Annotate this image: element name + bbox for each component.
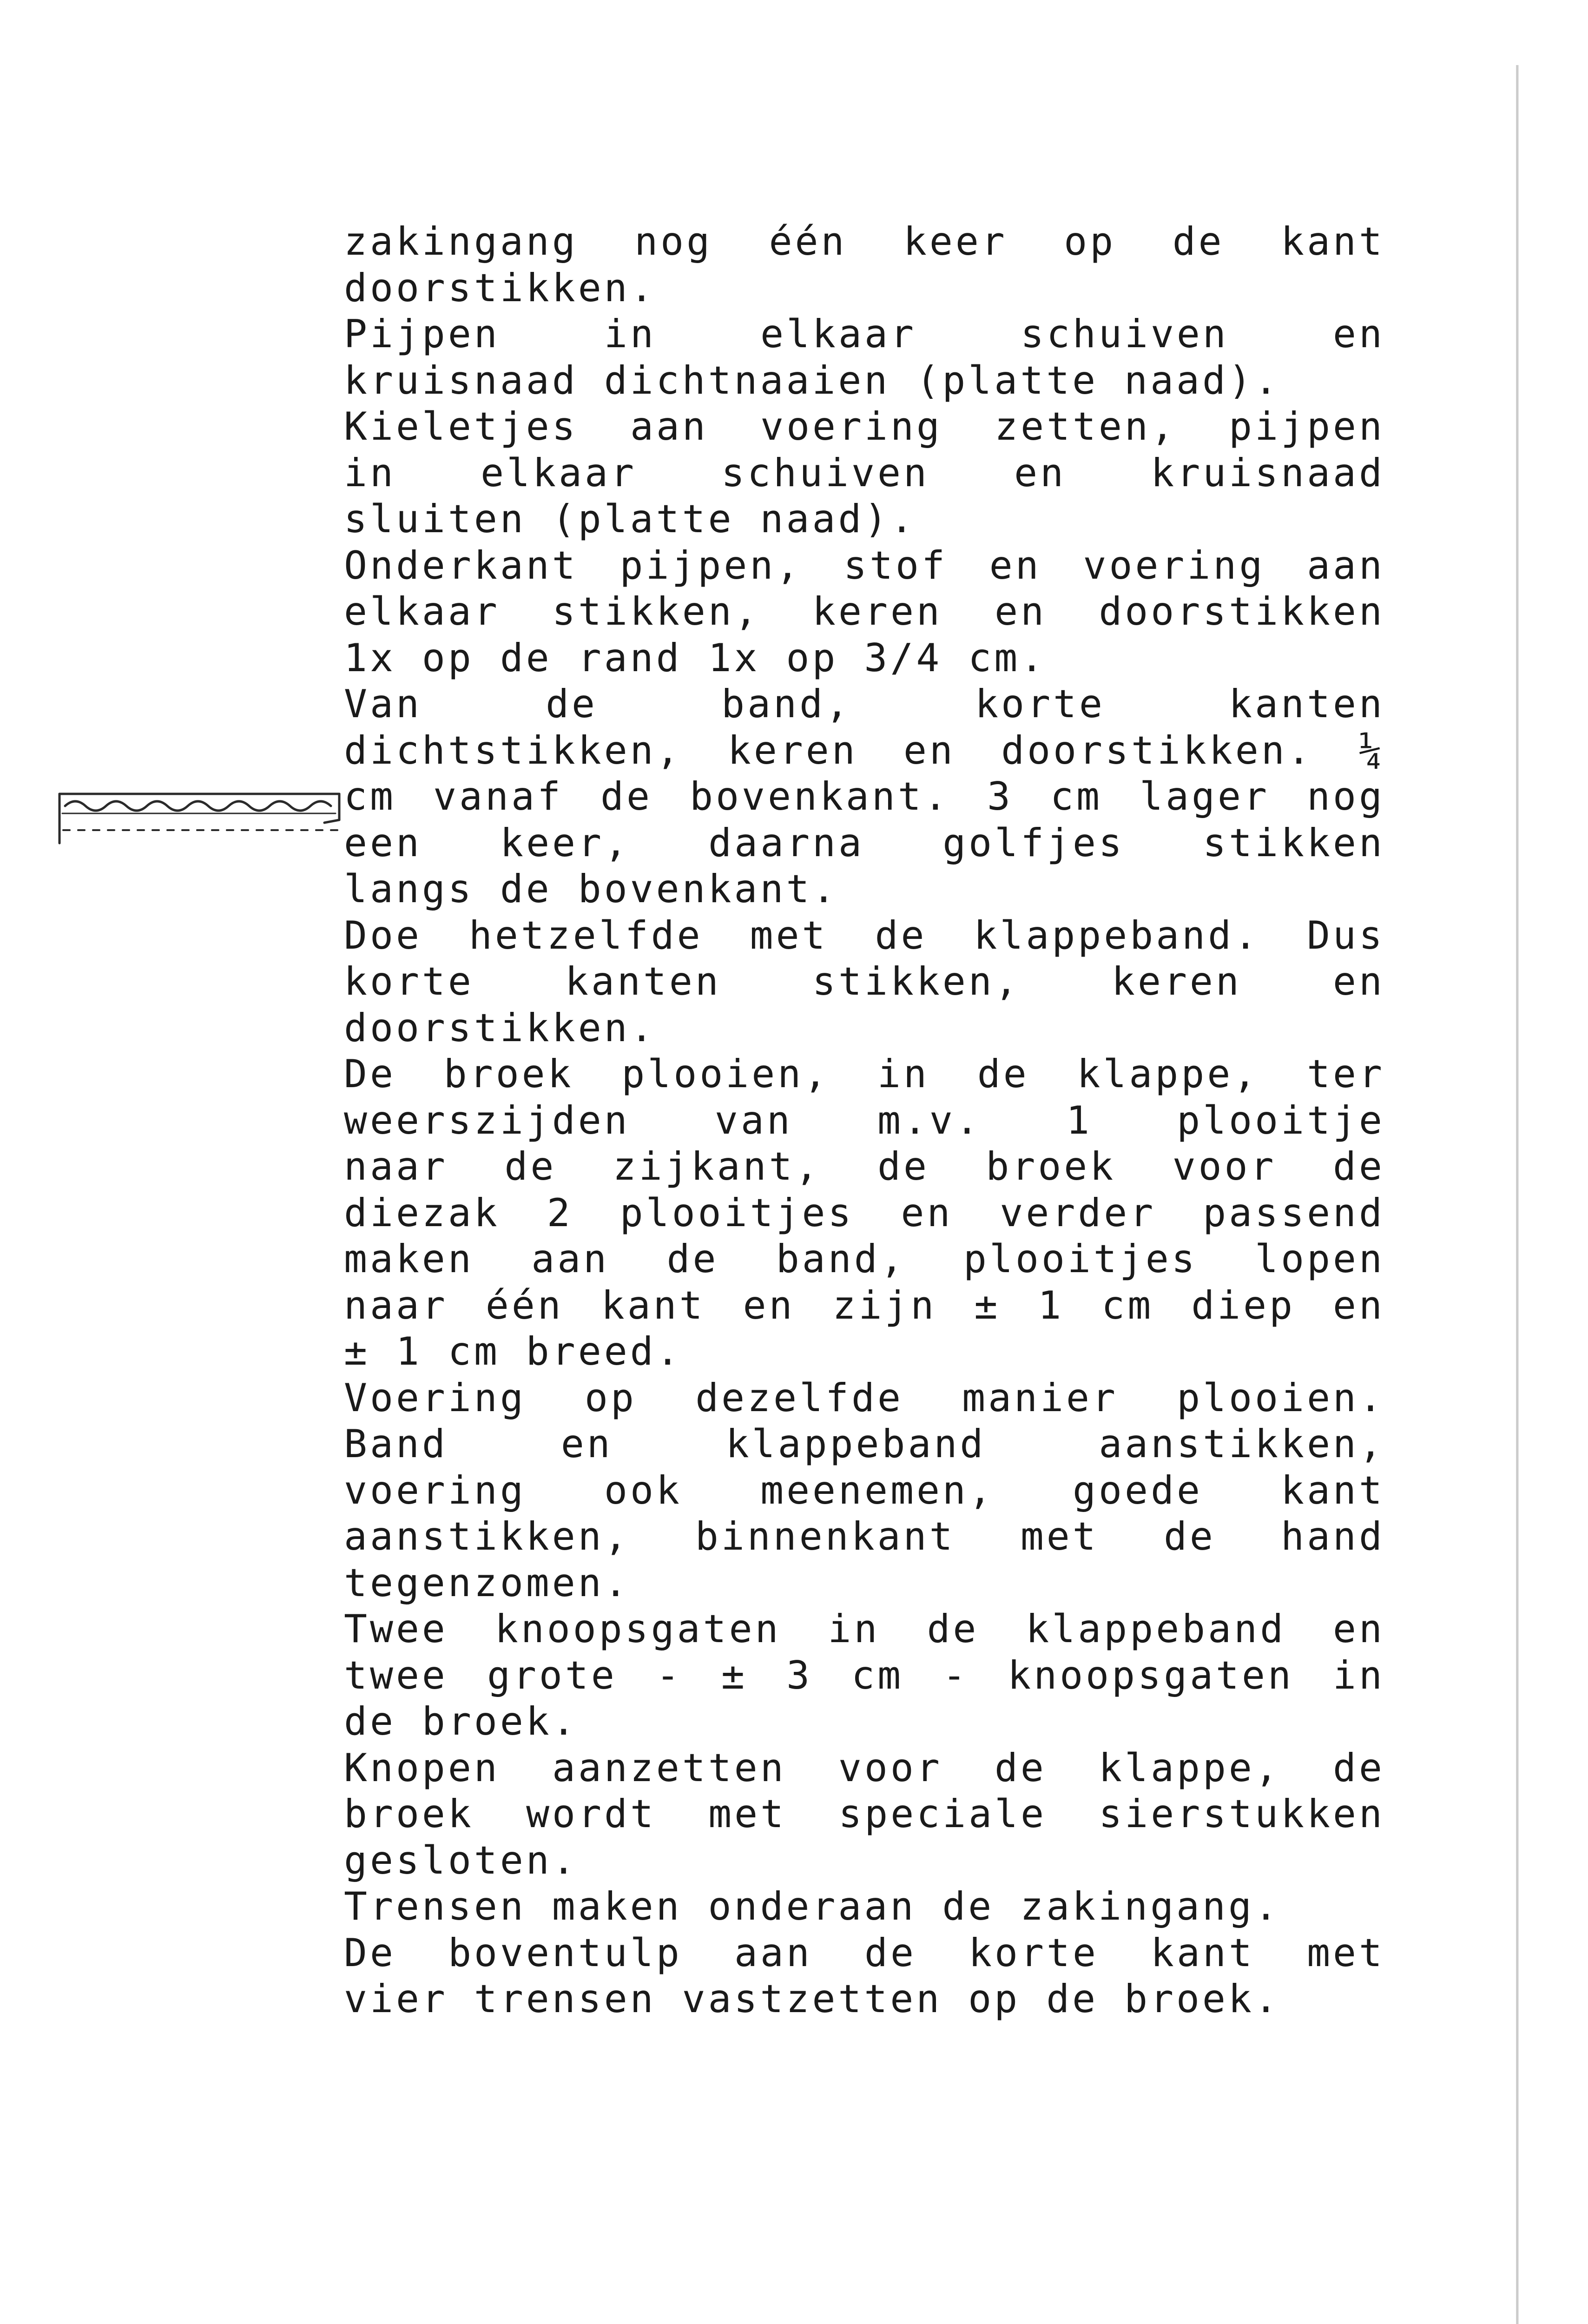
text-line: in elkaar schuiven en kruisnaad: [344, 450, 1385, 495]
text-line: naar de zijkant, de broek voor de: [344, 1144, 1385, 1189]
text-line: maken aan de band, plooitjes lopen: [344, 1236, 1385, 1281]
text-line: een keer, daarna golfjes stikken: [344, 820, 1385, 865]
text-line: broek wordt met speciale sierstukken: [344, 1791, 1385, 1836]
text-line: vier trensen vastzetten op de broek.: [344, 1976, 1280, 2021]
text-line: kruisnaad dichtnaaien (platte naad).: [344, 357, 1280, 403]
text-line: 1x op de rand 1x op 3/4 cm.: [344, 635, 1047, 680]
text-line: diezak 2 plooitjes en verder passend: [344, 1190, 1385, 1235]
text-line: Kieletjes aan voering zetten, pijpen: [344, 404, 1385, 449]
text-line: naar één kant en zijn ± 1 cm diep en: [344, 1282, 1385, 1328]
text-line: dichtstikken, keren en doorstikken. ¼: [344, 727, 1385, 773]
text-line: Trensen maken onderaan de zakingang.: [344, 1884, 1280, 1929]
text-line: weerszijden van m.v. 1 plooitje: [344, 1097, 1385, 1143]
text-line: Onderkant pijpen, stof en voering aan: [344, 542, 1385, 588]
text-line: doorstikken.: [344, 1005, 656, 1050]
text-line: gesloten.: [344, 1837, 578, 1883]
text-line: Van de band, korte kanten: [344, 681, 1385, 726]
text-line: zakingang nog één keer op de kant: [344, 219, 1385, 264]
waistband-stitching-diagram-icon: [55, 784, 343, 853]
text-line: ± 1 cm breed.: [344, 1329, 682, 1374]
text-line: doorstikken.: [344, 265, 656, 310]
text-line: De broek plooien, in de klappe, ter: [344, 1051, 1385, 1096]
text-line: De boventulp aan de korte kant met: [344, 1930, 1385, 1975]
text-line: twee grote - ± 3 cm - knoopsgaten in: [344, 1652, 1385, 1698]
page-edge-shadow: [1516, 65, 1519, 2324]
instruction-text: [344, 218, 1385, 2022]
text-line: langs de bovenkant.: [344, 866, 838, 911]
text-line: sluiten (platte naad).: [344, 496, 916, 541]
text-line: Pijpen in elkaar schuiven en: [344, 311, 1385, 357]
text-line: cm vanaf de bovenkant. 3 cm lager nog: [344, 774, 1385, 819]
text-line: de broek.: [344, 1699, 578, 1744]
text-line: korte kanten stikken, keren en: [344, 959, 1385, 1004]
text-line: tegenzomen.: [344, 1560, 630, 1605]
text-line: Doe hetzelfde met de klappeband. Dus: [344, 912, 1385, 958]
text-line: elkaar stikken, keren en doorstikken: [344, 589, 1385, 634]
text-line: voering ook meenemen, goede kant: [344, 1467, 1385, 1513]
text-line: aanstikken, binnenkant met de hand: [344, 1514, 1385, 1559]
text-line: Voering op dezelfde manier plooien.: [344, 1375, 1385, 1420]
text-line: Knopen aanzetten voor de klappe, de: [344, 1745, 1385, 1790]
text-line: Twee knoopsgaten in de klappeband en: [344, 1606, 1385, 1651]
text-line: Band en klappeband aanstikken,: [344, 1421, 1385, 1466]
